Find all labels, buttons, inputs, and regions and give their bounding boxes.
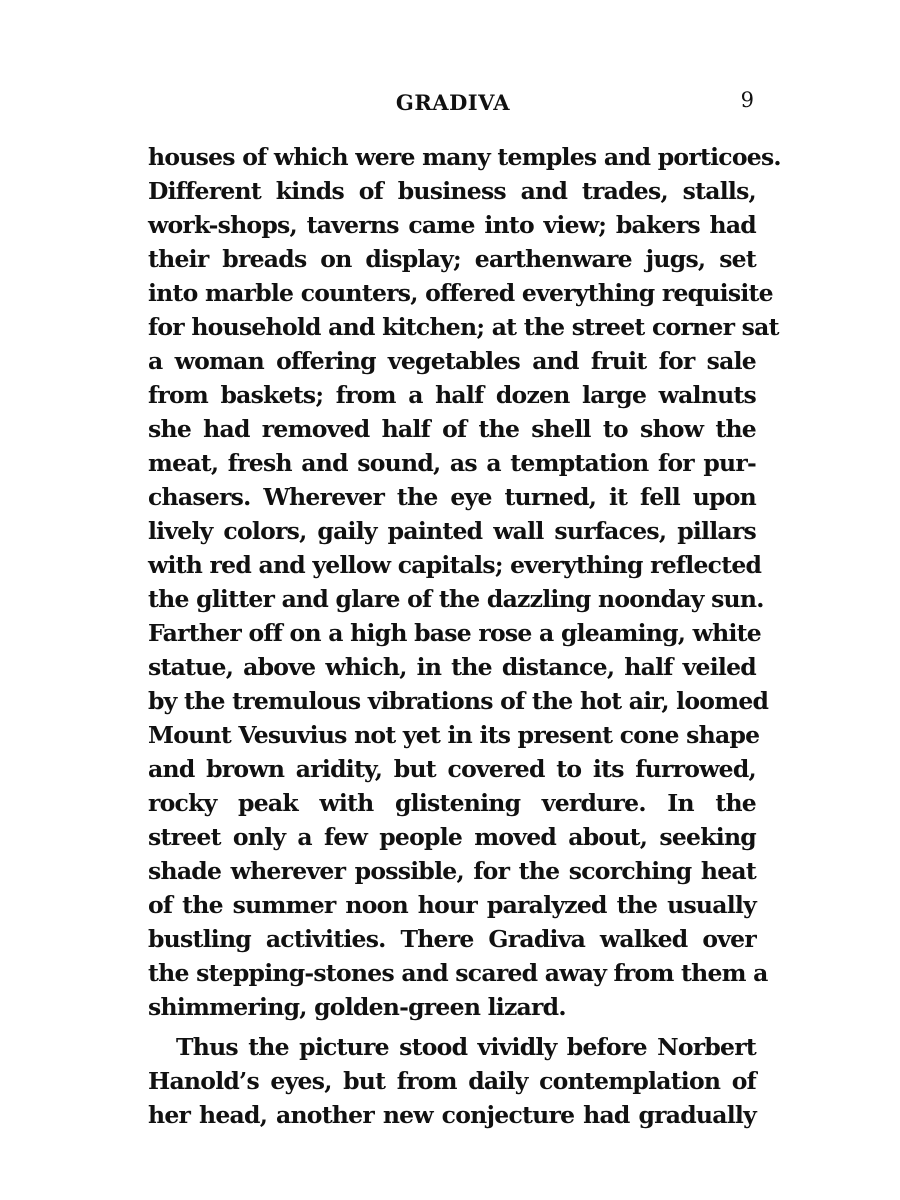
running-title: GRADIVA bbox=[395, 90, 511, 115]
text-line: from baskets; from a half dozen large walnuts bbox=[148, 381, 756, 409]
text-line: of the summer noon hour paralyzed the usually bbox=[148, 891, 756, 919]
text-line: shade wherever possible, for the scorching heat bbox=[148, 857, 756, 885]
text-line: the stepping-stones and scared away from them a bbox=[148, 959, 768, 987]
text-line: shimmering, golden-green lizard. bbox=[148, 993, 566, 1021]
text-line: the glitter and glare of the dazzling noonday sun. bbox=[148, 585, 764, 613]
text-line: rocky peak with glistening verdure. In the bbox=[148, 789, 756, 817]
text-line: houses of which were many temples and porticoes. bbox=[148, 143, 781, 171]
text-line: with red and yellow capitals; everything reflected bbox=[148, 551, 762, 579]
text-line: statue, above which, in the distance, half veiled bbox=[148, 653, 756, 681]
text-line: she had removed half of the shell to show the bbox=[148, 415, 756, 443]
text-line: Different kinds of business and trades, stalls, bbox=[148, 177, 756, 205]
page-number: 9 bbox=[740, 88, 754, 112]
paragraph-1 bbox=[148, 140, 781, 1024]
text-line: lively colors, gaily painted wall surfaces, pillars bbox=[148, 517, 756, 545]
text-line: meat, fresh and sound, as a temptation for pur- bbox=[148, 449, 756, 477]
text-line: their breads on display; earthenware jugs, set bbox=[148, 245, 756, 273]
text-line: and brown aridity, but covered to its furrowed, bbox=[148, 755, 756, 783]
text-line: work-shops, taverns came into view; bakers had bbox=[148, 211, 756, 239]
text-line: Mount Vesuvius not yet in its present cone shape bbox=[148, 721, 760, 749]
text-line: by the tremulous vibrations of the hot air, loomed bbox=[148, 687, 769, 715]
text-line: Hanold’s eyes, but from daily contemplation of bbox=[148, 1067, 756, 1095]
text-line: chasers. Wherever the eye turned, it fell upon bbox=[148, 483, 756, 511]
paragraph-2 bbox=[148, 1030, 756, 1132]
running-head bbox=[148, 86, 758, 120]
text-line: bustling activities. There Gradiva walked over bbox=[148, 925, 756, 953]
body-text bbox=[148, 140, 781, 1132]
text-line: into marble counters, offered everything requisite bbox=[148, 279, 773, 307]
text-line: her head, another new conjecture had gradually bbox=[148, 1101, 756, 1129]
text-line: Thus the picture stood vividly before Norbert bbox=[176, 1033, 756, 1061]
text-line: Farther off on a high base rose a gleaming, white bbox=[148, 619, 761, 647]
text-line: street only a few people moved about, seeking bbox=[148, 823, 756, 851]
text-line: a woman offering vegetables and fruit for sale bbox=[148, 347, 756, 375]
text-line: for household and kitchen; at the street corner sat bbox=[148, 313, 779, 341]
